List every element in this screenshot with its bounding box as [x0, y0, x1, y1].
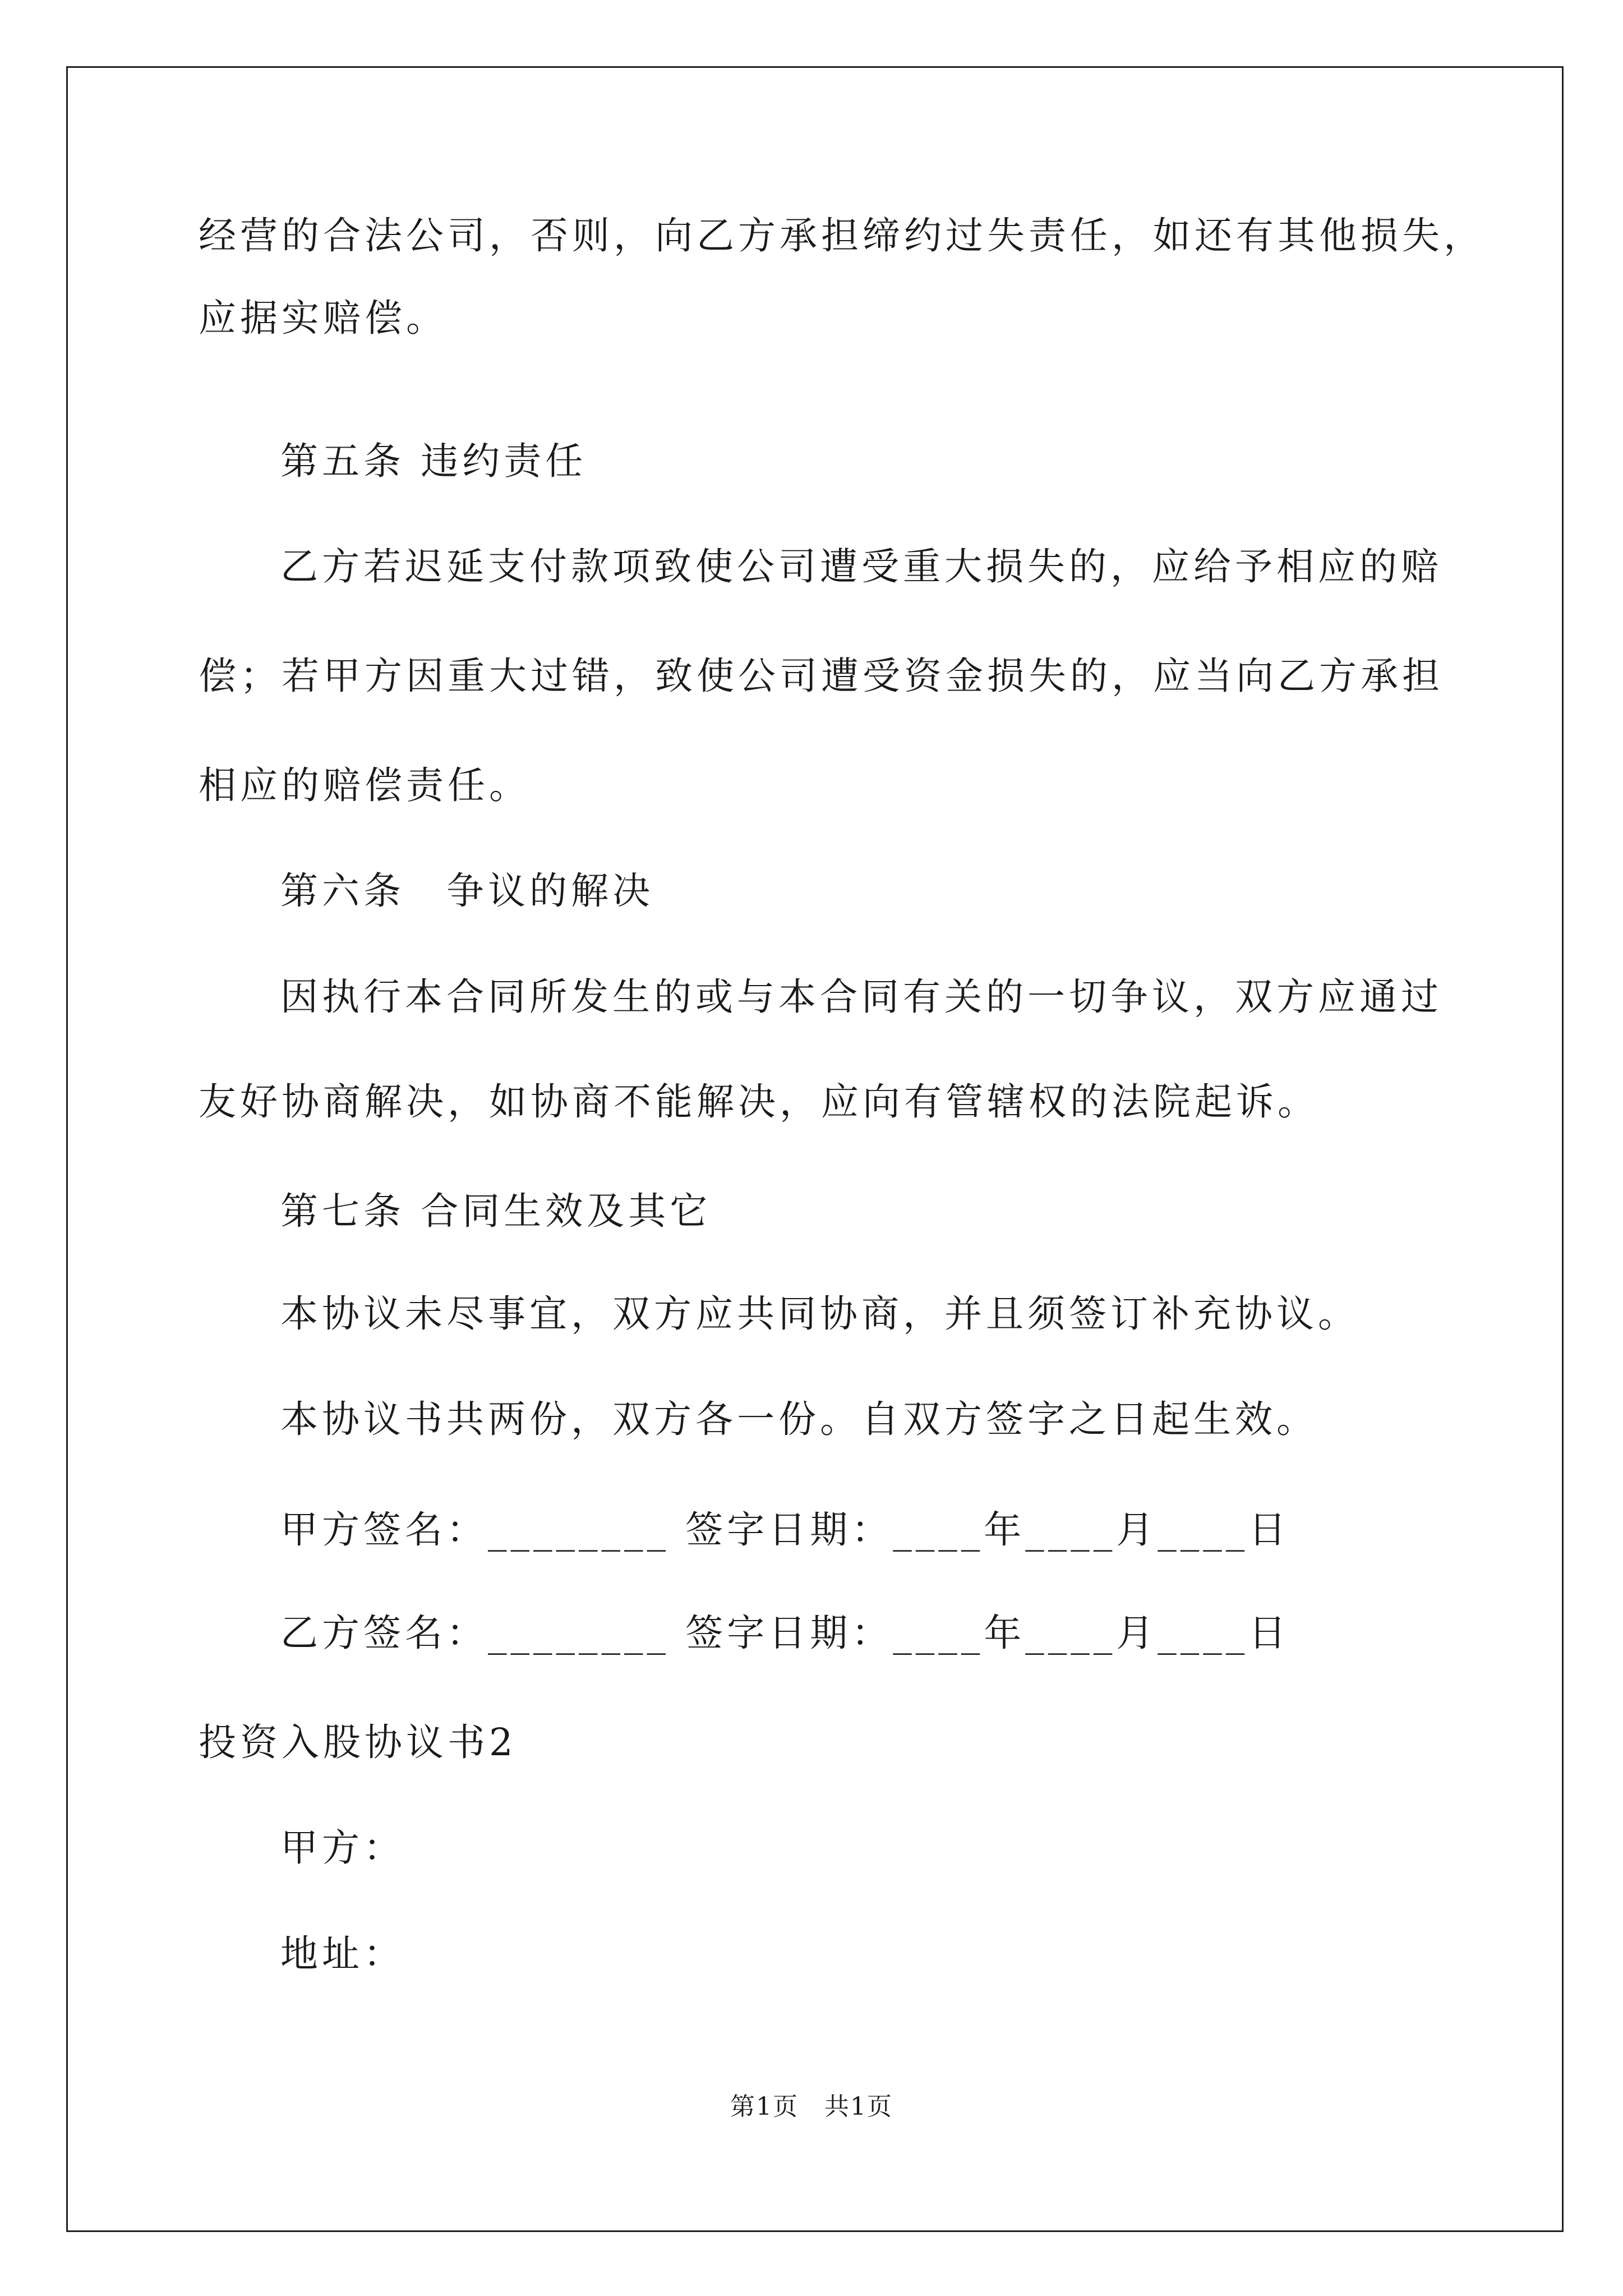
signature-row-party-b: 乙方签名：________ 签字日期：____年____月____日 — [280, 1611, 1290, 1655]
party-a-label: 甲方： — [280, 1826, 405, 1870]
paragraph-line: 经营的合法公司，否则，向乙方承担缔约过失责任，如还有其他损失， — [199, 214, 1485, 257]
paragraph-line: 本协议书共两份，双方各一份。自双方签字之日起生效。 — [280, 1397, 1318, 1441]
signature-row-party-a: 甲方签名：________ 签字日期：____年____月____日 — [280, 1508, 1290, 1552]
document-title: 投资入股协议书2 — [199, 1720, 517, 1764]
page-border — [66, 66, 1564, 2232]
paragraph-line: 相应的赔偿责任。 — [199, 763, 531, 807]
paragraph-line: 因执行本合同所发生的或与本合同有关的一切争议，双方应通过 — [280, 975, 1442, 1019]
article-heading: 第六条 争议的解决 — [280, 869, 654, 913]
paragraph-line: 应据实赔偿。 — [199, 296, 448, 340]
paragraph-line: 偿；若甲方因重大过错，致使公司遭受资金损失的，应当向乙方承担 — [199, 654, 1444, 698]
page-footer: 第1页 共1页 — [730, 2092, 893, 2121]
article-heading: 第七条 合同生效及其它 — [280, 1189, 712, 1233]
paragraph-line: 本协议未尽事宜，双方应共同协商，并且须签订补充协议。 — [280, 1292, 1359, 1336]
paragraph-line: 乙方若迟延支付款项致使公司遭受重大损失的，应给予相应的赔 — [280, 545, 1442, 588]
paragraph-line: 友好协商解决，如协商不能解决，应向有管辖权的法院起诉。 — [199, 1080, 1319, 1124]
article-heading: 第五条 违约责任 — [280, 439, 587, 483]
address-label: 地址： — [280, 1932, 405, 1976]
